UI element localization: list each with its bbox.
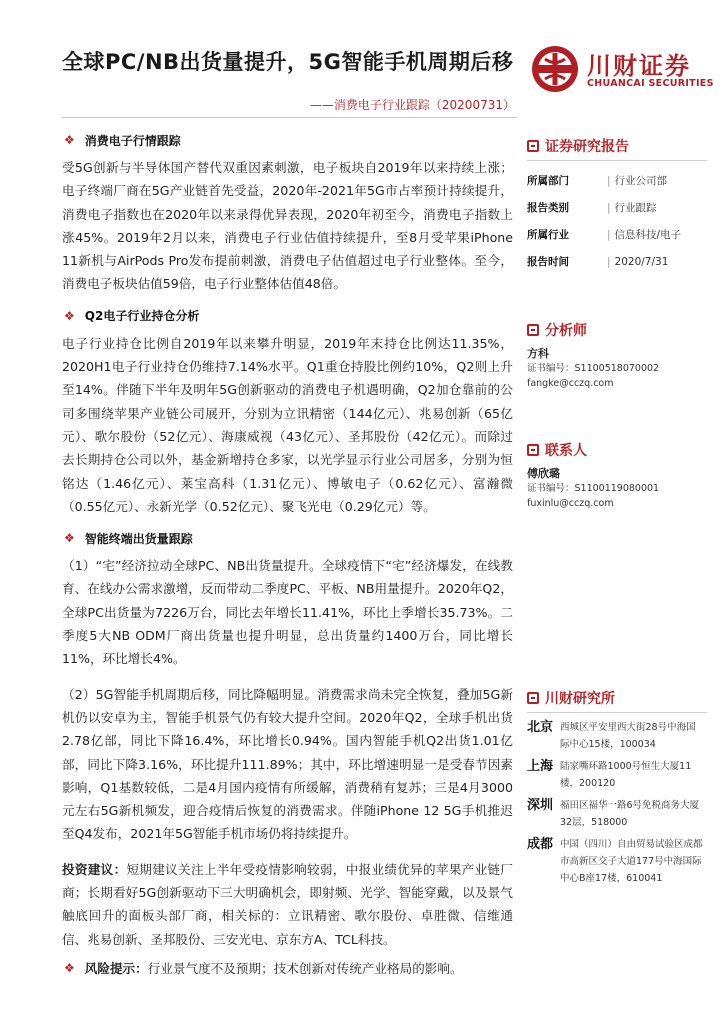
analyst-heading: 分析师 — [527, 319, 707, 341]
office-city: 深圳 — [527, 798, 554, 813]
office-city: 上海 — [527, 759, 554, 774]
sidebar-divider — [527, 712, 707, 713]
section-marker-icon — [527, 692, 539, 704]
office-entry — [527, 758, 707, 792]
office-entry — [527, 719, 707, 753]
info-value: 行业跟踪 — [614, 202, 657, 214]
paragraph: 电子行业持仓比例自2019年以来攀升明显，2019年末持仓比例达11.35%，2020H1电子行业持仓仍维持7.14%水平。Q1重仓持股比例约10%，Q2则上升至14%。伴随下半年及明年5G创新驱动的消费电子机遇明确，Q2加仓靠前的公司多围绕苹果产业链公司展开，分别为立讯精密（144亿元）、兆易创新（65亿元）、歌尔股份（52亿元）、海康威视（43亿元）、圣邦股份（42亿元）。而除过去长期持仓公司以外，基金新增持仓多家，以光学显示行业公司居多，分别为恒铭达（1.46亿元）、莱宝高科（1.31亿元）、博敏电子（0.62亿元）、富瀚微（0.55亿元）、永新光学（0.52亿元）、聚飞光电（0.29亿元）等。 — [62, 335, 513, 514]
info-row: 报告时间 | 2020/7/31 — [527, 255, 669, 268]
section-heading-text: Q2电子行业持仓分析 — [84, 309, 200, 324]
section-heading — [62, 304, 513, 328]
risk-warning — [62, 957, 513, 980]
logo-mark-icon — [530, 44, 580, 94]
risk-text: 行业景气度不及预期；技术创新对传统产业格局的影响。 — [147, 960, 463, 976]
sidebar-divider — [527, 160, 707, 161]
info-row: 报告类别 | 行业跟踪 — [527, 201, 657, 214]
info-key: 报告类别 — [527, 202, 569, 214]
risk-label: 风险提示： — [84, 960, 148, 976]
page-title: 全球PC/NB出货量提升，5G智能手机周期后移 — [62, 50, 514, 74]
paragraph: （2）5G智能手机周期后移，同比降幅明显。消费需求尚未完全恢复，叠加5G新机仍以安卓为主，智能手机景气仍有较大提升空间。2020年Q2，全球手机出货2.78亿部，同比下降16.4%，环比增长0.94%。国内智能手机Q2出货1.01亿部，同比下降3.16%，环比提升111.89%；其中，环比增速明显一是受春节因素影响，Q1基数较低，二是4月国内疫情有所缓解，消费稍有复苏；三是4月3000元左右5G新机频发，迎合疫情后恢复的消费需求。伴随iPhone 12 5G手机推迟至Q4发布，2021年5G智能手机市场仍将持续提升。 — [62, 686, 513, 842]
section-heading — [62, 526, 513, 550]
contact-email[interactable]: fuxinlu@cczq.com — [527, 498, 614, 509]
analyst-cert: 证书编号：S1100518070002 — [527, 363, 660, 374]
info-key: 所属部门 — [527, 175, 569, 187]
section-heading — [62, 128, 513, 152]
office-address: 福田区福华一路6号免税商务大厦32层，518000 — [560, 800, 700, 828]
section-marker-icon — [527, 324, 539, 336]
section-marker-icon — [527, 444, 539, 456]
office-entry — [527, 836, 707, 887]
investment-text: 短期建议关注上半年受疫情影响较弱，中报业绩优异的苹果产业链厂商；长期看好5G创新驱动下三大明确机会，即射频、光学、智能穿戴，以及景气触底回升的面板头部厂商，相关标的：立讯精密、歌尔股份、卓胜微、信维通信、兆易创新、圣邦股份、三安光电、京东方A、TCL科技。 — [62, 861, 514, 947]
diamond-bullet-icon: ❖ — [64, 960, 75, 975]
info-value: 行业公司部 — [614, 175, 668, 187]
contact-heading: 联系人 — [527, 439, 707, 461]
office-city: 北京 — [527, 720, 554, 735]
analyst-name: 方科 — [527, 347, 549, 360]
diamond-bullet-icon: ❖ — [64, 308, 75, 323]
office-entry — [527, 797, 707, 831]
header-divider — [62, 117, 517, 118]
analyst-email[interactable]: fangke@cczq.com — [527, 378, 614, 389]
diamond-bullet-icon: ❖ — [64, 133, 75, 147]
info-value: 2020/7/31 — [614, 255, 669, 268]
sidebar — [527, 135, 707, 892]
section-marker-icon — [527, 140, 539, 152]
office-address: 陆家嘴环路1000号恒生大厦11楼，200120 — [560, 761, 692, 789]
office-city: 成都 — [527, 837, 554, 852]
investment-label: 投资建议： — [62, 861, 127, 877]
contact-name: 傅欣璐 — [527, 467, 560, 480]
section-heading-text: 消费电子行情跟踪 — [84, 133, 181, 148]
logo-name-cn: 川财证券 — [587, 52, 691, 80]
info-row: 所属行业 | 信息科技/电子 — [527, 228, 682, 241]
office-address: 西城区平安里西大街28号中海国际中心15楼，100034 — [560, 722, 696, 750]
logo-name-en: CHUANCAI SECURITIES — [587, 78, 714, 89]
report-subtitle: ——消费电子行业跟踪（20200731） — [309, 98, 515, 112]
info-key: 报告时间 — [527, 256, 569, 268]
report-heading: 证券研究报告 — [527, 135, 707, 157]
main-content — [62, 124, 513, 980]
paragraph: 受5G创新与半导体国产替代双重因素刺激，电子板块自2019年以来持续上涨；电子终端厂商在5G产业链首先受益，2020年-2021年5G市占率预计持续提升，消费电子指数也在2020年以来录得优异表现，2020年初至今，消费电子指数上涨45%。2019年2月以来，消费电子行业估值持续提升，至8月受苹果iPhone 11新机与AirPods Pro发布提前刺激，消费电子估值超过电子行业整体。至今，消费电子板块估值59倍，电子行业整体估值48倍。 — [62, 160, 513, 292]
info-row: 所属部门 | 行业公司部 — [527, 174, 668, 187]
info-value: 信息科技/电子 — [614, 229, 682, 241]
company-logo — [530, 44, 714, 94]
section-heading-text: 智能终端出货量跟踪 — [84, 531, 193, 546]
investment-advice — [62, 858, 513, 951]
paragraph: （1）“宅”经济拉动全球PC、NB出货量提升。全球疫情下“宅”经济爆发，在线教育、在线办公需求激增，反而带动二季度PC、平板、NB用量提升。2020年Q2，全球PC出货量为7226万台，同比去年增长11.41%，环比上季增长35.73%。二季度5大NB ODM厂商出货量也提升明显，总出货量约1400万台，同比增长11%，环比增长4%。 — [62, 558, 513, 667]
info-key: 所属行业 — [527, 229, 569, 241]
diamond-bullet-icon: ❖ — [64, 531, 75, 546]
institute-heading: 川财研究所 — [527, 687, 707, 709]
contact-cert: 证书编号：S1100119080001 — [527, 483, 660, 494]
office-address: 中国（四川）自由贸易试验区成都市高新区交子大道177号中海国际中心B座17楼，610041 — [560, 839, 703, 884]
